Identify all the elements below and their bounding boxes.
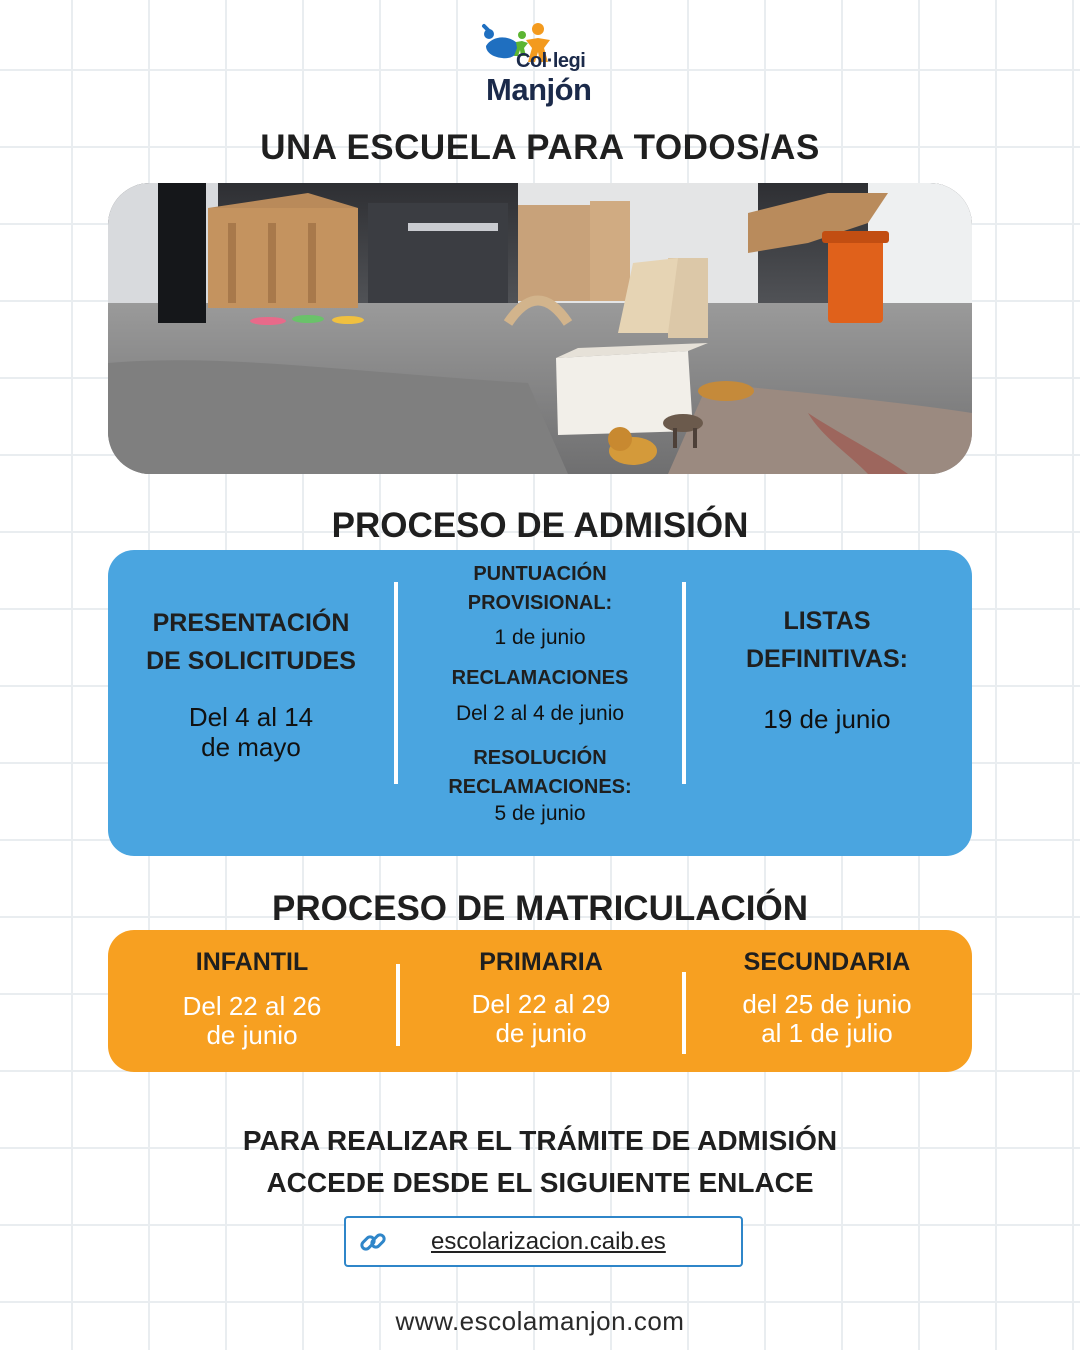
primaria-heading: PRIMARIA bbox=[479, 948, 603, 976]
reclamaciones-heading: RECLAMACIONES bbox=[451, 667, 629, 689]
presentacion-dates-line1: Del 4 al 14 bbox=[188, 702, 314, 732]
secundaria-heading: SECUNDARIA bbox=[743, 948, 911, 976]
listas-heading-line1: LISTAS bbox=[783, 607, 871, 635]
school-hall-photo bbox=[108, 183, 972, 474]
cta-text bbox=[0, 1120, 1080, 1204]
presentacion-column bbox=[118, 604, 384, 762]
secundaria-dates-line1: del 25 de junio bbox=[742, 989, 912, 1019]
resolucion-heading-line2: RECLAMACIONES: bbox=[448, 776, 632, 798]
logo-line1: Col·legi bbox=[516, 50, 586, 72]
link-text[interactable]: escolarizacion.caib.es bbox=[431, 1228, 666, 1255]
puntuacion-heading-line2: PROVISIONAL: bbox=[467, 592, 613, 614]
secundaria-column bbox=[692, 946, 962, 1048]
primaria-column bbox=[404, 946, 678, 1048]
resolucion-date: 5 de junio bbox=[494, 802, 586, 825]
admision-panel bbox=[108, 550, 972, 856]
website-url[interactable]: www.escolamanjon.com bbox=[395, 1306, 685, 1336]
puntuacion-heading-line1: PUNTUACIÓN bbox=[473, 563, 607, 585]
headline: UNA ESCUELA PARA TODOS/AS bbox=[260, 128, 820, 167]
matriculacion-title: PROCESO DE MATRICULACIÓN bbox=[271, 889, 809, 928]
puntuacion-date: 1 de junio bbox=[494, 626, 586, 649]
infantil-dates-line1: Del 22 al 26 bbox=[182, 991, 322, 1021]
infantil-column bbox=[118, 946, 386, 1050]
cta-line1: PARA REALIZAR EL TRÁMITE DE ADMISIÓN bbox=[242, 1125, 838, 1156]
logo-line2: Manjón bbox=[486, 72, 592, 107]
admission-link[interactable] bbox=[344, 1216, 743, 1267]
presentacion-dates-line2: de mayo bbox=[201, 732, 301, 762]
resolucion-heading-line1: RESOLUCIÓN bbox=[473, 747, 607, 769]
puntuacion-column bbox=[398, 560, 682, 826]
divider bbox=[396, 964, 400, 1046]
reclamaciones-dates: Del 2 al 4 de junio bbox=[455, 702, 625, 725]
listas-heading-line2: DEFINITIVAS: bbox=[745, 645, 909, 673]
admision-title: PROCESO DE ADMISIÓN bbox=[331, 506, 749, 545]
listas-date: 19 de junio bbox=[763, 704, 891, 734]
cta-line2: ACCEDE DESDE EL SIGUIENTE ENLACE bbox=[266, 1167, 814, 1198]
infantil-heading: INFANTIL bbox=[195, 948, 309, 976]
secundaria-dates-line2: al 1 de julio bbox=[761, 1018, 893, 1048]
infantil-dates-line2: de junio bbox=[206, 1020, 298, 1050]
divider bbox=[682, 582, 686, 784]
school-logo bbox=[478, 20, 602, 112]
primaria-dates-line2: de junio bbox=[495, 1018, 587, 1048]
listas-column bbox=[692, 602, 962, 734]
matriculacion-panel bbox=[108, 930, 972, 1072]
primaria-dates-line1: Del 22 al 29 bbox=[471, 989, 611, 1019]
divider bbox=[682, 972, 686, 1054]
presentacion-heading-line1: PRESENTACIÓN bbox=[152, 609, 350, 637]
link-icon bbox=[358, 1227, 388, 1262]
presentacion-heading-line2: DE SOLICITUDES bbox=[146, 647, 356, 675]
